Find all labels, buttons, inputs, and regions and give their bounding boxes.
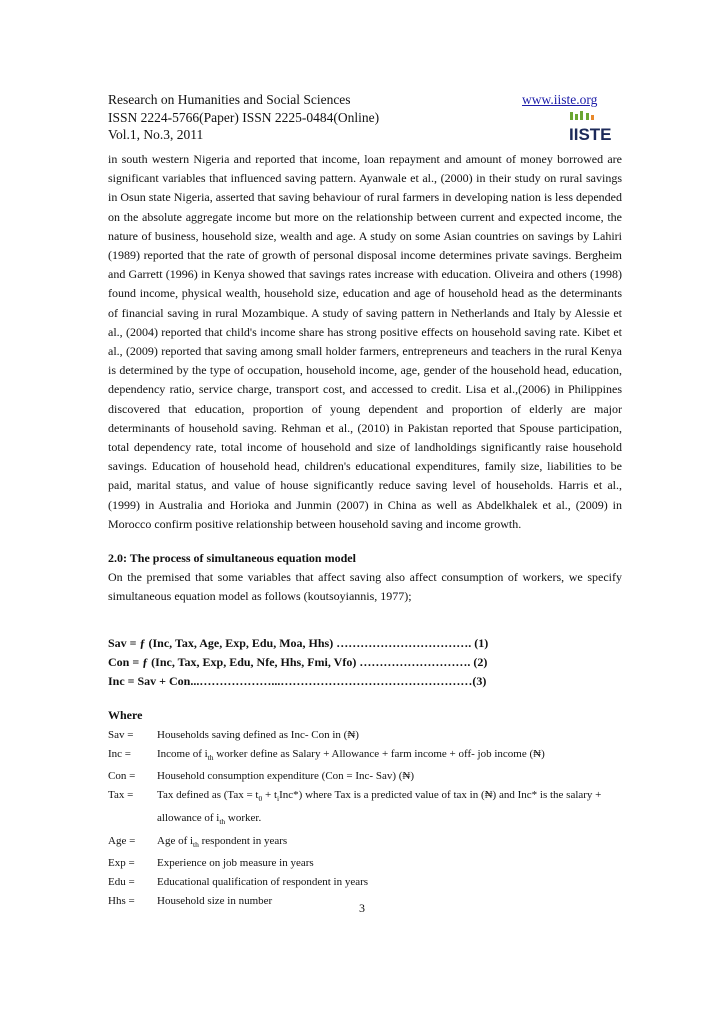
equation-2: Con = ƒ (Inc, Tax, Exp, Edu, Nfe, Hhs, Fmi, Vfo) ………………………. (2) — [108, 655, 488, 669]
definition-text: Household consumption expenditure (Con = Inc- Sav) (₦) — [157, 770, 415, 783]
definition-term: Edu = — [108, 875, 135, 888]
definition-row — [108, 745, 628, 768]
equation-3: Inc = Sav + Con...………………...…………………………………………(3) — [108, 674, 487, 688]
definition-term: Tax = — [108, 788, 134, 801]
volume-line: Vol.1, No.3, 2011 — [108, 127, 204, 142]
where-label: Where — [108, 708, 143, 722]
definitions-list — [108, 726, 628, 910]
definition-row — [108, 854, 628, 873]
iiste-logo — [567, 110, 613, 144]
journal-title: Research on Humanities and Social Sciences — [108, 92, 351, 107]
section-title: 2.0: The process of simultaneous equation model — [108, 551, 356, 565]
journal-url-link[interactable]: www.iiste.org — [522, 92, 598, 107]
definition-text: Households saving defined as Inc- Con in (₦) — [157, 729, 359, 741]
definition-text: Experience on job measure in years — [157, 857, 314, 870]
definition-row — [108, 767, 628, 786]
definition-row — [108, 786, 628, 832]
definition-text: Educational qualification of respondent in years — [157, 875, 369, 888]
definition-term: Sav = — [108, 729, 134, 741]
definition-row — [108, 832, 628, 855]
definition-text: Tax defined as $(Tax = t_0 + t_iInc*)$ where Tax is a predicted value of tax in (₦) and Inc* is the salary + allowance of $i_{th}$ worker. — [157, 788, 602, 826]
definition-row — [108, 873, 628, 892]
definition-row — [108, 726, 628, 745]
definition-text: Household size in number — [157, 894, 273, 907]
equation-1: Sav = ƒ (Inc, Tax, Age, Exp, Edu, Moa, Hhs) ……………………………. (1) — [108, 636, 489, 650]
body-paragraph: in south western Nigeria and reported that income, loan repayment and amount of money borrowed are significant variables that influenced saving pattern. Ayanwale et al., (2000) in their study on rural savings in Osun state Nigeria, asserted that saving behaviour of rural farmers in developing nation is less depended on the absolute aggregate income but more on the relationship between current and expected income, the nature of business, household size, wealth and age. A study on some Asian countries on savings by Lahiri (1989) reported that the rate of growth of personal disposal income determines private savings. Bergheim and Garrett (1996) in Kenya showed that savings rates increase with education. Oliveira and others (1998) found income, physical wealth, household size, education and age of household head as the determinants of financial saving in rural Mozambique. A study of saving pattern in Netherlands and Italy by Alessie et al., (2004) reported that child's income share has strong positive effects on household saving rate. Kibet et al., (2009) reported that saving among small holder farmers, entrepreneurs and teachers in the rural Kenya is determined by the type of occupation, household income, age, gender of the household head, education, dependency ratio, service charge, transport cost, and accessed to credit. Lisa et al.,(2006) in Philippines discovered that education, proportion of young dependent and proportion of elderly are major determinants of household saving. Rehman et al., (2010) in Pakistan reported that Spouse participation, total dependency rate, total income of household and size of landholdings significantly raise household savings. Education of household head, children's educational expenditures, family size, liabilities to be paid, marital status, and value of house significantly reduce saving level of households. Harris et al., (1999) in Australia and Horioka and Junmin (2007) in China as well as Abdelkhalek et al., (2009) in Morocco confirm positive relationship between household saving and income growth. — [108, 152, 622, 531]
definition-row — [108, 892, 628, 911]
logo-text: IISTE — [569, 125, 612, 144]
definition-term: Hhs = — [108, 894, 135, 907]
definition-text: Income of $i_{th}$ worker define as Salary + Allowance + farm income + off- job income (₦) — [157, 747, 545, 762]
definition-term: Con = — [108, 770, 136, 783]
definition-term: Age = — [108, 834, 136, 847]
section-paragraph: On the premised that some variables that affect saving also affect consumption of workers, we specify simultaneous equation model as follows (koutsoyiannis, 1977); — [108, 570, 622, 604]
issn-line: ISSN 2224-5766(Paper) ISSN 2225-0484(Online) — [108, 109, 380, 125]
page-number: 3 — [359, 901, 365, 915]
definition-term: Exp = — [108, 857, 135, 870]
definition-term: Inc = — [108, 747, 131, 760]
definition-text: Age of $i_{th}$ respondent in years — [157, 834, 288, 849]
